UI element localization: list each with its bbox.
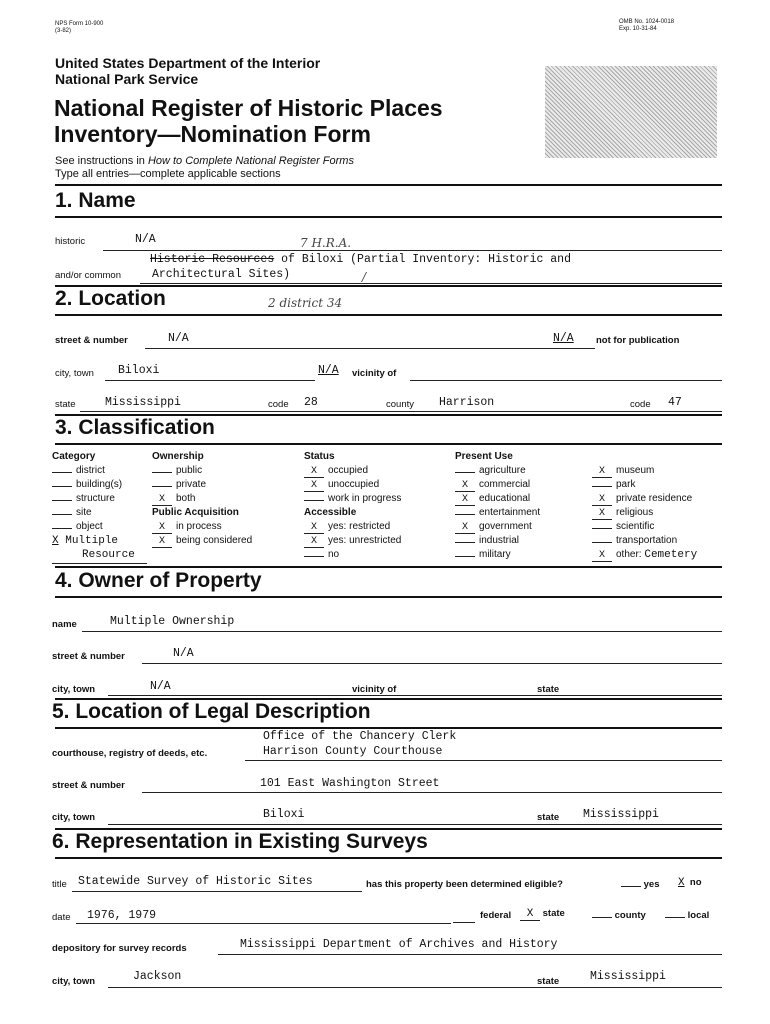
depository-value: Mississippi Department of Archives and History — [240, 938, 558, 951]
section-3-heading: 3. Classification — [55, 416, 215, 439]
field-line — [76, 923, 451, 924]
category-resource: Resource — [82, 549, 135, 561]
code2-label: code — [630, 399, 651, 410]
level-federal: federal — [480, 910, 512, 921]
field-line — [453, 922, 475, 923]
use-industrial: industrial — [455, 535, 519, 546]
city-label: city, town — [55, 368, 94, 379]
field-line — [218, 954, 722, 955]
field-line — [145, 348, 595, 349]
section-rule — [55, 216, 722, 218]
category-object: object — [52, 521, 103, 532]
state-label: state — [55, 399, 76, 410]
street-value: N/A — [168, 332, 189, 345]
acquisition-being-considered: X being considered — [152, 535, 252, 546]
survey-state-value: Mississippi — [590, 970, 666, 983]
field-line — [140, 283, 722, 284]
common-name-line2: Architectural Sites) — [152, 268, 291, 281]
section-rule — [55, 727, 722, 729]
service-name: National Park Service — [55, 71, 199, 87]
county-value: Harrison — [439, 396, 495, 409]
use-commercial: X commercial — [455, 479, 530, 490]
vicinity-value: N/A — [318, 364, 339, 377]
instructions-line1: See instructions in How to Complete National Register Forms — [55, 155, 354, 167]
section-rule — [55, 314, 722, 316]
field-line — [52, 563, 147, 564]
section-1-heading: 1. Name — [55, 189, 136, 212]
field-line — [108, 695, 722, 696]
city-value: Biloxi — [118, 364, 160, 377]
owner-state-label: state — [537, 684, 560, 695]
nfp-value: N/A — [553, 332, 574, 345]
category-district: district — [52, 465, 105, 476]
department-name: United States Department of the Interior — [55, 55, 321, 71]
category-column: Category district building(s) structure site object X Multiple Resource — [52, 451, 135, 561]
category-site: site — [52, 507, 92, 518]
form-title-line2: Inventory—Nomination Form — [54, 121, 371, 147]
ownership-private: private — [152, 479, 206, 490]
handwritten-district: 2 district 34 — [268, 296, 343, 310]
eligible-no: X no — [678, 877, 702, 889]
owner-city-label: city, town — [52, 684, 96, 695]
ownership-public: public — [152, 465, 202, 476]
accessible-no: no — [304, 549, 339, 560]
legal-street-label: street & number — [52, 780, 125, 791]
form-title-line1: National Register of Historic Places — [54, 95, 443, 121]
section-rule — [55, 857, 722, 859]
field-line — [410, 380, 722, 381]
field-line — [142, 792, 722, 793]
owner-street-value: N/A — [173, 647, 194, 660]
field-line — [72, 891, 362, 892]
eligible-question: has this property been determined eligible? — [366, 879, 563, 890]
common-label: and/or common — [55, 270, 122, 281]
survey-date-value: 1976, 1979 — [87, 909, 157, 922]
state-value: Mississippi — [105, 396, 181, 409]
use-other: X other: Cemetery — [592, 549, 697, 560]
field-line — [105, 380, 315, 381]
accessible-unrestricted: X yes: unrestricted — [304, 535, 401, 546]
use-religious: X religious — [592, 507, 653, 518]
common-name-line1: Historic Resources of Biloxi (Partial Inventory: Historic and — [150, 253, 571, 266]
use-entertainment: entertainment — [455, 507, 540, 518]
category-structure: structure — [52, 493, 115, 504]
status-work-in-progress: work in progress — [304, 493, 401, 504]
present-use-column-2 — [592, 464, 697, 562]
use-military: military — [455, 549, 511, 560]
owner-name-label: name — [52, 619, 77, 630]
county-label: county — [386, 399, 414, 410]
use-park: park — [592, 479, 635, 490]
accessible-restricted: X yes: restricted — [304, 521, 390, 532]
legal-street-value: 101 East Washington Street — [260, 777, 440, 790]
courthouse-line2: Harrison County Courthouse — [263, 745, 443, 758]
owner-city-value: N/A — [150, 680, 171, 693]
street-label: street & number — [55, 335, 128, 346]
owner-street-label: street & number — [52, 651, 125, 662]
section-5-heading: 5. Location of Legal Description — [52, 700, 371, 723]
category-buildings: building(s) — [52, 479, 122, 490]
form-revision: (3-82) — [55, 28, 72, 34]
use-educational: X educational — [455, 493, 530, 504]
section-rule — [55, 443, 722, 445]
survey-state-label: state — [537, 976, 560, 987]
legal-state-label: state — [537, 812, 560, 823]
use-private-residence: X private residence — [592, 493, 692, 504]
code-value: 28 — [304, 396, 318, 409]
use-scientific: scientific — [592, 521, 654, 532]
legal-city-value: Biloxi — [263, 808, 305, 821]
received-stamp — [545, 66, 717, 158]
owner-vicinity-label: vicinity of — [352, 684, 397, 695]
vicinity-label: vicinity of — [352, 368, 397, 379]
use-agriculture: agriculture — [455, 465, 526, 476]
expiration-date: Exp. 10-31-84 — [619, 26, 657, 32]
field-line — [103, 250, 722, 251]
field-line — [108, 987, 722, 988]
courthouse-label: courthouse, registry of deeds, etc. — [52, 748, 208, 759]
eligible-yes: yes — [621, 879, 660, 890]
field-line — [245, 760, 722, 761]
acquisition-in-process: X in process — [152, 521, 222, 532]
handwritten-note: 7 H.R.A. — [300, 236, 352, 250]
section-rule — [55, 566, 722, 568]
use-transportation: transportation — [592, 535, 677, 546]
present-use-column-1: Present Use agriculture X commercial X educational entertainment X government industrial military — [455, 451, 541, 560]
category-multiple: X Multiple — [52, 535, 119, 547]
section-rule — [55, 596, 722, 598]
survey-title-value: Statewide Survey of Historic Sites — [78, 875, 313, 888]
historic-value: N/A — [135, 233, 156, 246]
survey-city-value: Jackson — [133, 970, 182, 983]
instructions-line2: Type all entries—complete applicable sections — [55, 168, 281, 180]
field-line — [82, 631, 722, 632]
courthouse-line1: Office of the Chancery Clerk — [263, 730, 457, 743]
survey-city-label: city, town — [52, 976, 96, 987]
code2-value: 47 — [668, 396, 682, 409]
field-line — [142, 663, 722, 664]
status-occupied: X occupied — [304, 465, 368, 476]
form-number: NPS Form 10-900 — [55, 21, 104, 27]
level-local: local — [665, 910, 709, 921]
section-6-heading: 6. Representation in Existing Surveys — [52, 830, 428, 853]
section-4-heading: 4. Owner of Property — [55, 569, 262, 592]
legal-state-value: Mississippi — [583, 808, 659, 821]
level-state: X state — [520, 908, 565, 921]
section-rule — [55, 184, 722, 186]
historic-label: historic — [55, 236, 86, 247]
ownership-column: Ownership public private X both Public Acquisition X in process X being considered — [152, 451, 253, 547]
legal-city-label: city, town — [52, 812, 96, 823]
survey-date-label: date — [52, 912, 71, 923]
status-unoccupied: X unoccupied — [304, 479, 379, 490]
field-line — [80, 411, 722, 412]
field-line — [108, 824, 722, 825]
section-2-heading: 2. Location — [55, 287, 166, 310]
nfp-label: not for publication — [596, 335, 680, 346]
omb-number: OMB No. 1024-0018 — [619, 19, 675, 25]
code-label: code — [268, 399, 289, 410]
survey-title-label: title — [52, 879, 67, 890]
handwritten-note-2: / — [362, 270, 367, 284]
level-county: county — [592, 910, 646, 921]
use-government: X government — [455, 521, 532, 532]
status-column: Status X occupied X unoccupied work in progress Accessible X yes: restricted X yes: unrestricted no — [304, 451, 402, 560]
owner-name-value: Multiple Ownership — [110, 615, 235, 628]
depository-label: depository for survey records — [52, 943, 187, 954]
use-museum: X museum — [592, 465, 654, 476]
ownership-both: X both — [152, 493, 195, 504]
